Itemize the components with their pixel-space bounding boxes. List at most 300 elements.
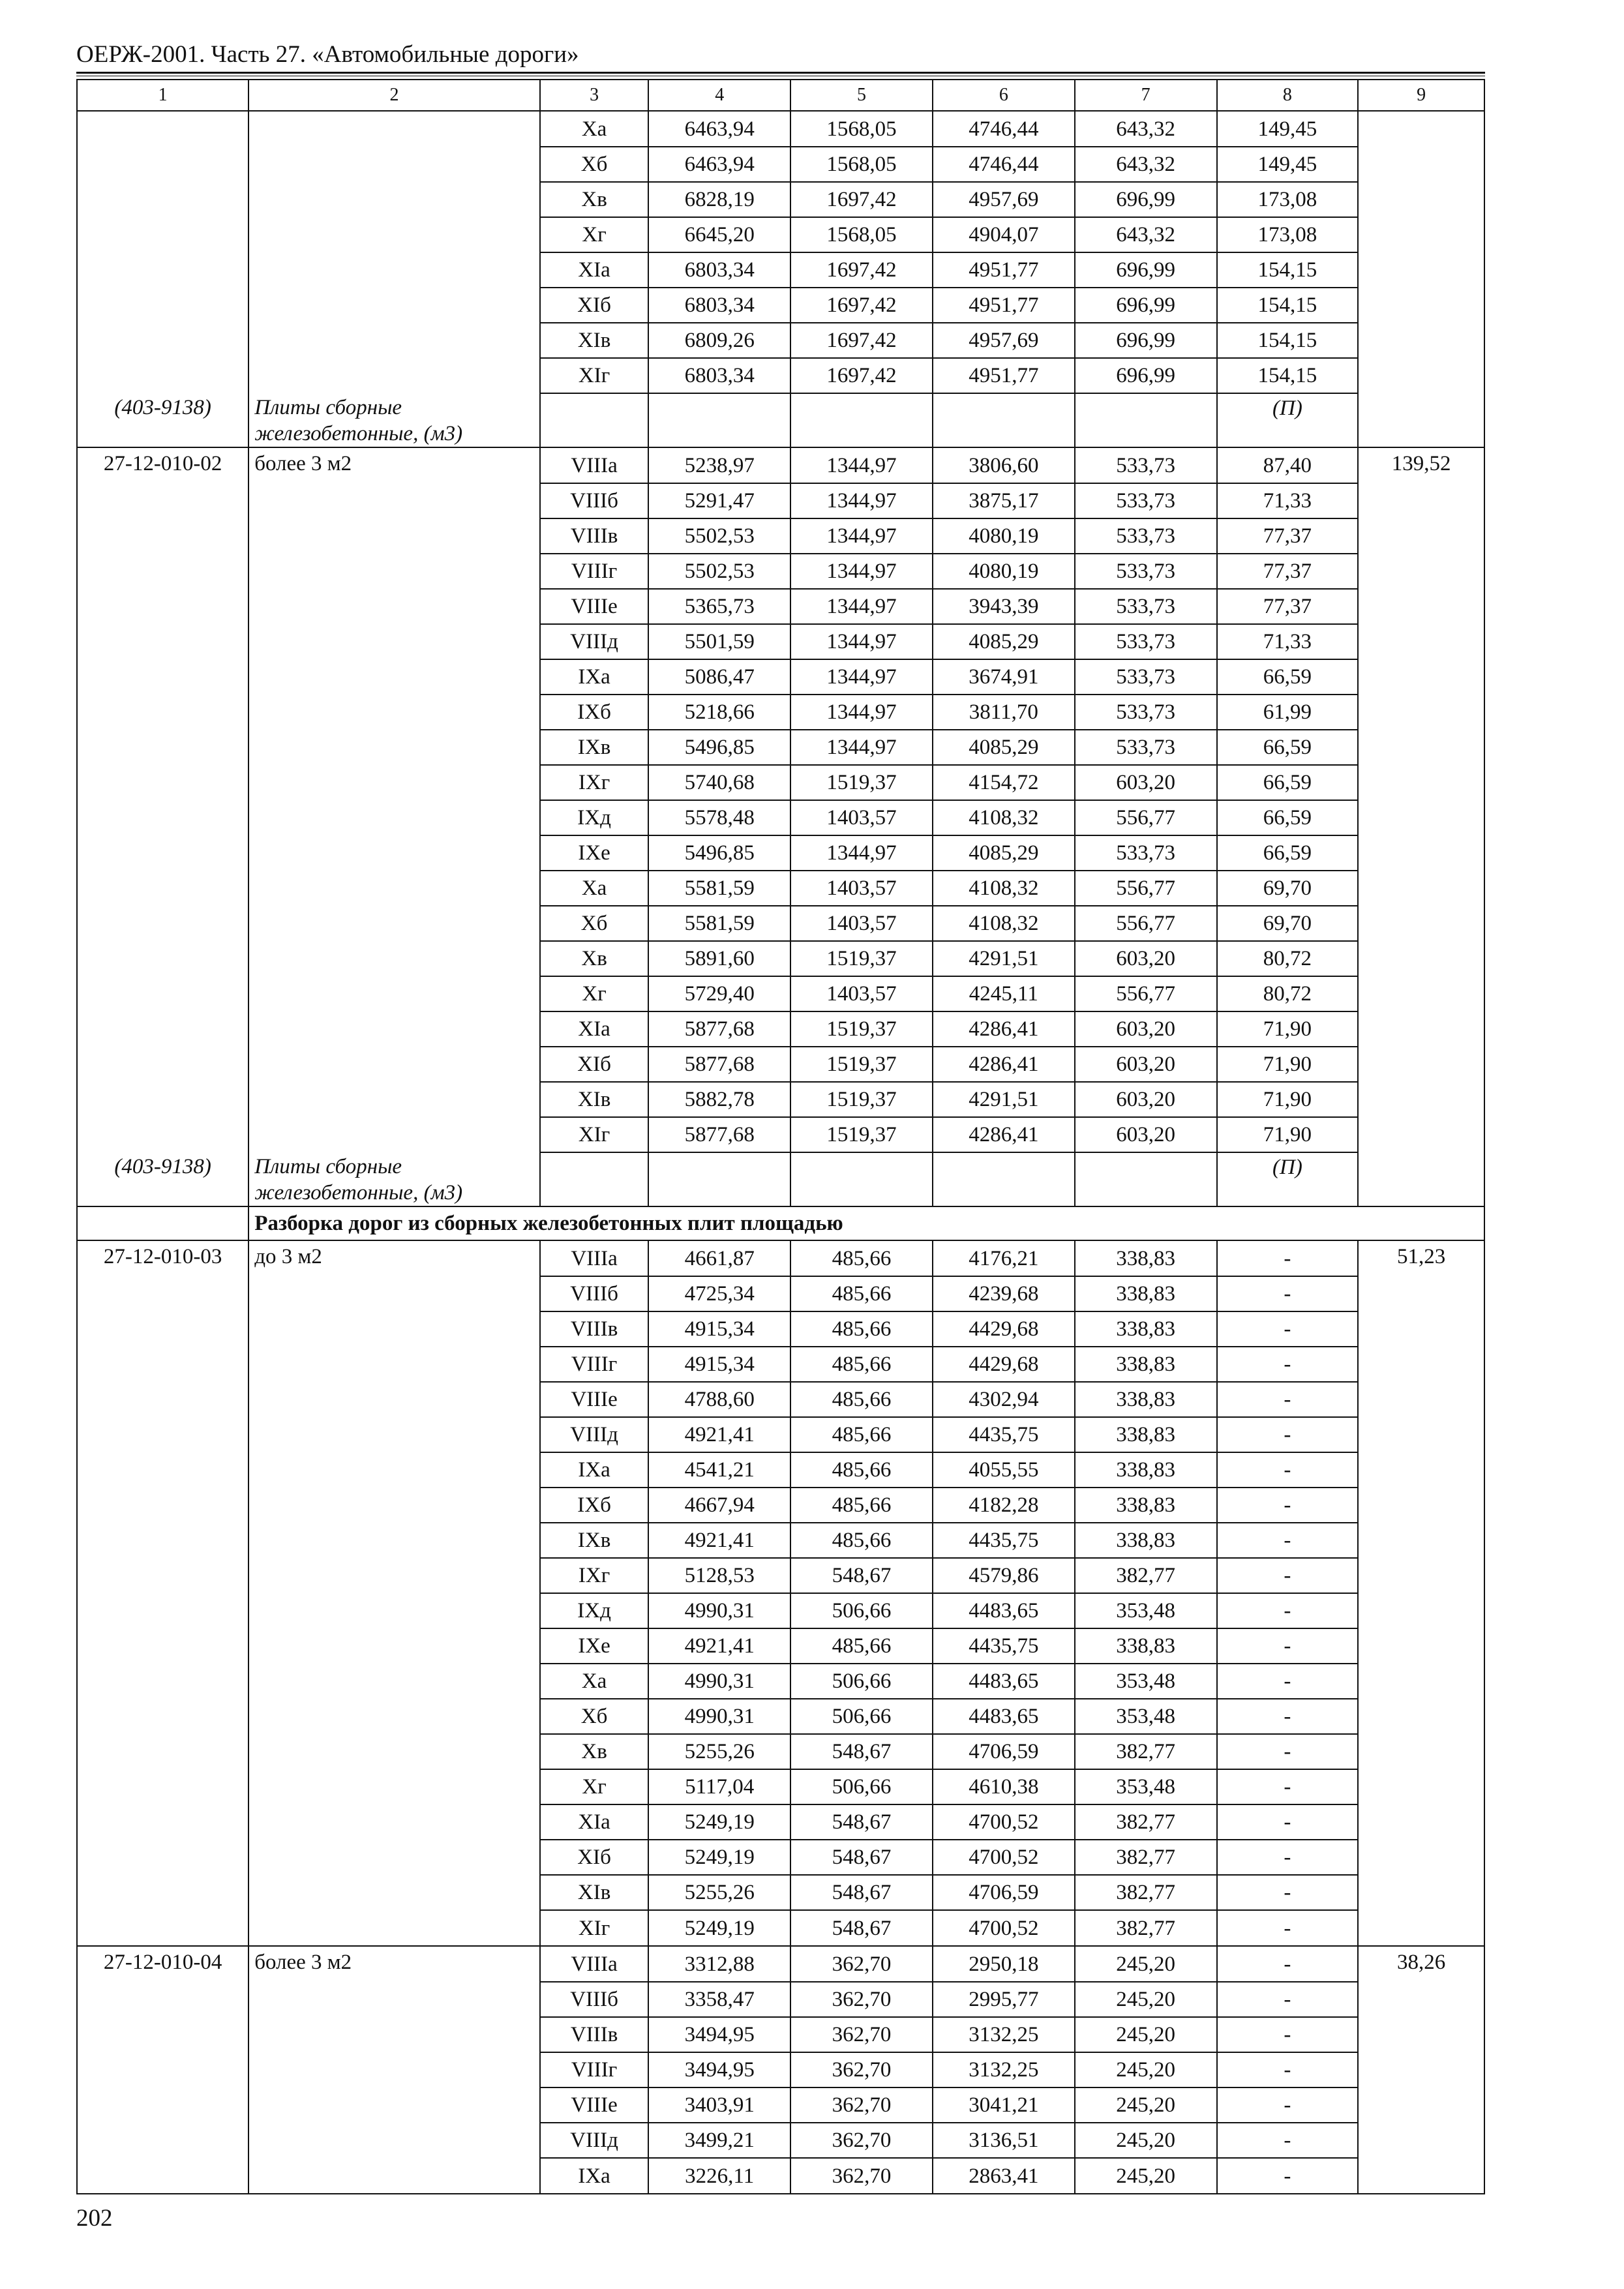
value-cell: 353,48 <box>1075 1699 1217 1734</box>
value-cell: 506,66 <box>790 1593 933 1628</box>
work-name-cell <box>248 871 540 906</box>
value-cell: 245,20 <box>1075 1946 1217 1982</box>
value-cell: 3674,91 <box>933 659 1075 695</box>
value-cell: IXг <box>540 1558 648 1593</box>
section-heading-blank <box>77 1206 248 1240</box>
value-cell: 1403,57 <box>790 871 933 906</box>
value-cell: - <box>1217 2158 1359 2194</box>
col9-cell <box>1358 906 1484 941</box>
value-cell: 3136,51 <box>933 2123 1075 2158</box>
value-cell: 338,83 <box>1075 1452 1217 1488</box>
value-cell: 382,77 <box>1075 1558 1217 1593</box>
value-cell: 4700,52 <box>933 1910 1075 1946</box>
value-cell: 3499,21 <box>648 2123 790 2158</box>
table-row <box>77 447 1484 483</box>
value-cell: 382,77 <box>1075 1734 1217 1769</box>
work-name-cell <box>248 906 540 941</box>
value-cell: VIIIд <box>540 624 648 659</box>
rates-table <box>76 79 1485 2194</box>
rate-code-cell <box>77 1117 248 1152</box>
value-cell: 5291,47 <box>648 483 790 518</box>
value-cell: 4085,29 <box>933 624 1075 659</box>
value-cell: 533,73 <box>1075 624 1217 659</box>
value-cell: 353,48 <box>1075 1769 1217 1804</box>
value-cell: 6463,94 <box>648 147 790 182</box>
value-cell: 5877,68 <box>648 1011 790 1047</box>
value-cell: XIб <box>540 1047 648 1082</box>
value-cell: IXг <box>540 765 648 800</box>
work-name-cell <box>248 976 540 1011</box>
value-cell: 1697,42 <box>790 182 933 217</box>
material-mark: (П) <box>1217 1152 1359 1206</box>
work-name-cell <box>248 1417 540 1452</box>
value-cell: 4706,59 <box>933 1734 1075 1769</box>
value-cell: 245,20 <box>1075 2087 1217 2123</box>
rate-code-cell <box>77 730 248 765</box>
material-note-row <box>77 393 1484 447</box>
value-cell: 4286,41 <box>933 1117 1075 1152</box>
work-name-cell <box>248 1047 540 1082</box>
value-cell: IXб <box>540 1488 648 1523</box>
table-row <box>77 1664 1484 1699</box>
value-cell: VIIIг <box>540 1347 648 1382</box>
col9-cell <box>1358 483 1484 518</box>
value-cell: 71,90 <box>1217 1047 1359 1082</box>
value-cell: 4990,31 <box>648 1593 790 1628</box>
value-cell: 173,08 <box>1217 182 1359 217</box>
document-header-title: ОЕРЖ-2001. Часть 27. «Автомобильные дороги» <box>76 41 579 68</box>
value-cell: 5255,26 <box>648 1734 790 1769</box>
work-name-cell <box>248 1875 540 1910</box>
work-name-cell <box>248 1664 540 1699</box>
value-cell: 149,45 <box>1217 147 1359 182</box>
rate-code-cell <box>77 288 248 323</box>
work-name-cell <box>248 147 540 182</box>
table-row <box>77 288 1484 323</box>
value-cell: VIIIг <box>540 2052 648 2087</box>
value-cell: 533,73 <box>1075 695 1217 730</box>
value-cell: 548,67 <box>790 1840 933 1875</box>
work-name-cell <box>248 358 540 393</box>
value-cell: 338,83 <box>1075 1628 1217 1664</box>
value-cell: 5891,60 <box>648 941 790 976</box>
value-cell: 2950,18 <box>933 1946 1075 1982</box>
rate-code-cell: 27-12-010-04 <box>77 1946 248 1982</box>
work-name-cell: до 3 м2 <box>248 1240 540 1276</box>
value-cell: 4085,29 <box>933 730 1075 765</box>
work-name-cell <box>248 1347 540 1382</box>
section-heading-row <box>77 1206 1484 1240</box>
material-note-row <box>77 1152 1484 1206</box>
value-cell: 154,15 <box>1217 288 1359 323</box>
work-name-cell <box>248 1382 540 1417</box>
value-cell: 5882,78 <box>648 1082 790 1117</box>
work-name-cell <box>248 2087 540 2123</box>
value-cell: 4429,68 <box>933 1347 1075 1382</box>
material-description: Плиты сборные железобетонные, (м3) <box>248 393 540 447</box>
col9-cell <box>1358 1276 1484 1311</box>
value-cell: 382,77 <box>1075 1910 1217 1946</box>
value-cell: XIa <box>540 252 648 288</box>
value-cell: 66,59 <box>1217 765 1359 800</box>
value-cell: 71,90 <box>1217 1011 1359 1047</box>
value-cell: 696,99 <box>1075 182 1217 217</box>
value-cell: XIг <box>540 358 648 393</box>
value-cell: 4085,29 <box>933 835 1075 871</box>
table-row <box>77 1769 1484 1804</box>
value-cell: 154,15 <box>1217 252 1359 288</box>
col9-cell <box>1358 2087 1484 2123</box>
col9-cell: 51,23 <box>1358 1240 1484 1276</box>
value-cell: 154,15 <box>1217 358 1359 393</box>
table-row <box>77 871 1484 906</box>
rate-code-cell <box>77 800 248 835</box>
value-cell: 4746,44 <box>933 147 1075 182</box>
value-cell: 5877,68 <box>648 1117 790 1152</box>
col9-cell <box>1358 288 1484 323</box>
value-cell: 548,67 <box>790 1910 933 1946</box>
work-name-cell: более 3 м2 <box>248 1946 540 1982</box>
rate-code-cell <box>77 695 248 730</box>
value-cell: 4435,75 <box>933 1628 1075 1664</box>
column-number: 1 <box>77 80 248 111</box>
value-cell: - <box>1217 1488 1359 1523</box>
value-cell: 556,77 <box>1075 800 1217 835</box>
work-name-cell <box>248 2052 540 2087</box>
value-cell: VIIIг <box>540 554 648 589</box>
value-cell: 6803,34 <box>648 358 790 393</box>
rate-code-cell: 27-12-010-03 <box>77 1240 248 1276</box>
value-cell: 5501,59 <box>648 624 790 659</box>
rate-code-cell <box>77 1875 248 1910</box>
table-row <box>77 1699 1484 1734</box>
value-cell: 4080,19 <box>933 554 1075 589</box>
value-cell: 556,77 <box>1075 871 1217 906</box>
rate-code-cell <box>77 483 248 518</box>
value-cell: 2995,77 <box>933 1982 1075 2017</box>
value-cell: 382,77 <box>1075 1840 1217 1875</box>
value-cell: XIв <box>540 323 648 358</box>
column-number: 2 <box>248 80 540 111</box>
rate-code-cell <box>77 1664 248 1699</box>
col9-cell <box>1358 871 1484 906</box>
value-cell: IXб <box>540 695 648 730</box>
rate-code-cell <box>77 554 248 589</box>
value-cell: 245,20 <box>1075 1982 1217 2017</box>
table-row <box>77 695 1484 730</box>
table-row <box>77 1347 1484 1382</box>
col9-cell <box>1358 1452 1484 1488</box>
value-cell: 4700,52 <box>933 1804 1075 1840</box>
rate-code-cell <box>77 358 248 393</box>
table-row <box>77 1523 1484 1558</box>
value-cell: 556,77 <box>1075 976 1217 1011</box>
value-cell: 643,32 <box>1075 217 1217 252</box>
value-cell: - <box>1217 1593 1359 1628</box>
rate-code-cell <box>77 1910 248 1946</box>
col9-cell <box>1358 1840 1484 1875</box>
rate-code-cell <box>77 941 248 976</box>
table-row <box>77 1417 1484 1452</box>
value-cell: 6828,19 <box>648 182 790 217</box>
rate-code-cell <box>77 1347 248 1382</box>
value-cell: 4435,75 <box>933 1417 1075 1452</box>
col9-cell <box>1358 518 1484 554</box>
value-cell: 485,66 <box>790 1488 933 1523</box>
value-cell: 1519,37 <box>790 941 933 976</box>
table-row <box>77 1628 1484 1664</box>
rate-code-cell <box>77 518 248 554</box>
value-cell: 1568,05 <box>790 147 933 182</box>
value-cell: 4957,69 <box>933 182 1075 217</box>
rate-code-cell <box>77 111 248 147</box>
value-cell: 3403,91 <box>648 2087 790 2123</box>
value-cell: 1344,97 <box>790 730 933 765</box>
table-row <box>77 2158 1484 2194</box>
value-cell: 548,67 <box>790 1734 933 1769</box>
value-cell: 4483,65 <box>933 1699 1075 1734</box>
value-cell: IXa <box>540 2158 648 2194</box>
value-cell: VIIIд <box>540 1417 648 1452</box>
value-cell: 154,15 <box>1217 323 1359 358</box>
rate-code-cell <box>77 1523 248 1558</box>
value-cell: 4746,44 <box>933 111 1075 147</box>
column-number: 4 <box>648 80 790 111</box>
table-row <box>77 1382 1484 1417</box>
value-cell: 533,73 <box>1075 589 1217 624</box>
column-number: 7 <box>1075 80 1217 111</box>
value-cell: 5502,53 <box>648 554 790 589</box>
table-row <box>77 1311 1484 1347</box>
value-cell: 696,99 <box>1075 323 1217 358</box>
work-name-cell <box>248 1117 540 1152</box>
value-cell: 4291,51 <box>933 1082 1075 1117</box>
work-name-cell <box>248 1452 540 1488</box>
rate-code-cell <box>77 1840 248 1875</box>
value-cell: 603,20 <box>1075 1047 1217 1082</box>
table-row <box>77 800 1484 835</box>
rate-code-cell <box>77 1047 248 1082</box>
col9-cell <box>1358 1011 1484 1047</box>
rate-code-cell <box>77 1311 248 1347</box>
value-cell: 5729,40 <box>648 976 790 1011</box>
value-cell: 485,66 <box>790 1311 933 1347</box>
col9-cell <box>1358 1734 1484 1769</box>
value-cell: 5117,04 <box>648 1769 790 1804</box>
value-cell: 3312,88 <box>648 1946 790 1982</box>
col9-cell <box>1358 800 1484 835</box>
table-row <box>77 1840 1484 1875</box>
work-name-cell <box>248 1488 540 1523</box>
col9-cell <box>1358 147 1484 182</box>
value-cell: 485,66 <box>790 1417 933 1452</box>
value-cell: 485,66 <box>790 1347 933 1382</box>
rate-code-cell <box>77 1382 248 1417</box>
value-cell: 71,33 <box>1217 624 1359 659</box>
value-cell: 69,70 <box>1217 906 1359 941</box>
value-cell: VIIIa <box>540 1240 648 1276</box>
value-cell: 1344,97 <box>790 447 933 483</box>
table-body <box>77 80 1484 2194</box>
value-cell: 4176,21 <box>933 1240 1075 1276</box>
material-code: (403-9138) <box>77 393 248 447</box>
value-cell: 338,83 <box>1075 1276 1217 1311</box>
value-cell: 1344,97 <box>790 518 933 554</box>
work-name-cell <box>248 483 540 518</box>
value-cell: VIIIд <box>540 2123 648 2158</box>
col9-cell <box>1358 358 1484 393</box>
value-cell: - <box>1217 1875 1359 1910</box>
value-cell: 4154,72 <box>933 765 1075 800</box>
column-number: 8 <box>1217 80 1359 111</box>
value-cell: IXд <box>540 1593 648 1628</box>
col9-cell <box>1358 1982 1484 2017</box>
value-cell: - <box>1217 1840 1359 1875</box>
value-cell: 338,83 <box>1075 1240 1217 1276</box>
value-cell: - <box>1217 1558 1359 1593</box>
col9-cell <box>1358 1699 1484 1734</box>
col9-cell <box>1358 2158 1484 2194</box>
value-cell: 603,20 <box>1075 1082 1217 1117</box>
value-cell: 80,72 <box>1217 941 1359 976</box>
value-cell: - <box>1217 1240 1359 1276</box>
value-cell: 4302,94 <box>933 1382 1075 1417</box>
table-row <box>77 518 1484 554</box>
work-name-cell <box>248 288 540 323</box>
value-cell: 4108,32 <box>933 906 1075 941</box>
value-cell: 603,20 <box>1075 1011 1217 1047</box>
value-cell: 362,70 <box>790 2052 933 2087</box>
value-cell: 245,20 <box>1075 2052 1217 2087</box>
empty-cell <box>790 1152 933 1206</box>
work-name-cell <box>248 1558 540 1593</box>
rate-code-cell <box>77 323 248 358</box>
rate-code-cell <box>77 2158 248 2194</box>
value-cell: 1697,42 <box>790 358 933 393</box>
col9-cell: 38,26 <box>1358 1946 1484 1982</box>
value-cell: 3358,47 <box>648 1982 790 2017</box>
value-cell: 5496,85 <box>648 835 790 871</box>
value-cell: 485,66 <box>790 1628 933 1664</box>
rate-code-cell <box>77 1699 248 1734</box>
work-name-cell <box>248 1628 540 1664</box>
value-cell: XIг <box>540 1117 648 1152</box>
value-cell: 3132,25 <box>933 2052 1075 2087</box>
value-cell: Xб <box>540 1699 648 1734</box>
value-cell: - <box>1217 2017 1359 2052</box>
value-cell: - <box>1217 1910 1359 1946</box>
value-cell: 1344,97 <box>790 695 933 730</box>
col9-cell <box>1358 1664 1484 1699</box>
rate-code-cell <box>77 624 248 659</box>
value-cell: 1697,42 <box>790 252 933 288</box>
value-cell: - <box>1217 1804 1359 1840</box>
table-row <box>77 1488 1484 1523</box>
col9-cell <box>1358 2052 1484 2087</box>
value-cell: 1697,42 <box>790 323 933 358</box>
empty-cell <box>540 393 648 447</box>
work-name-cell <box>248 1082 540 1117</box>
rate-code-cell <box>77 835 248 871</box>
value-cell: 382,77 <box>1075 1875 1217 1910</box>
value-cell: 506,66 <box>790 1664 933 1699</box>
value-cell: 353,48 <box>1075 1593 1217 1628</box>
table-row <box>77 1276 1484 1311</box>
rate-code-cell <box>77 1769 248 1804</box>
value-cell: VIIIa <box>540 447 648 483</box>
work-name-cell <box>248 941 540 976</box>
table-row <box>77 624 1484 659</box>
value-cell: 4921,41 <box>648 1417 790 1452</box>
value-cell: 4990,31 <box>648 1664 790 1699</box>
column-number: 5 <box>790 80 933 111</box>
col9-cell <box>1358 1152 1484 1206</box>
value-cell: - <box>1217 1382 1359 1417</box>
value-cell: VIIIв <box>540 518 648 554</box>
value-cell: 1519,37 <box>790 1011 933 1047</box>
value-cell: VIIIб <box>540 1276 648 1311</box>
value-cell: 66,59 <box>1217 800 1359 835</box>
value-cell: 338,83 <box>1075 1347 1217 1382</box>
empty-cell <box>648 393 790 447</box>
value-cell: 4921,41 <box>648 1628 790 1664</box>
value-cell: Xг <box>540 1769 648 1804</box>
col9-cell <box>1358 182 1484 217</box>
value-cell: 6803,34 <box>648 288 790 323</box>
col9-cell: 139,52 <box>1358 447 1484 483</box>
col9-cell <box>1358 2017 1484 2052</box>
rate-code-cell <box>77 2123 248 2158</box>
value-cell: XIб <box>540 1840 648 1875</box>
value-cell: 362,70 <box>790 2087 933 2123</box>
value-cell: 533,73 <box>1075 554 1217 589</box>
value-cell: 77,37 <box>1217 554 1359 589</box>
value-cell: 603,20 <box>1075 765 1217 800</box>
rate-code-cell <box>77 1734 248 1769</box>
value-cell: 5581,59 <box>648 906 790 941</box>
value-cell: 362,70 <box>790 2158 933 2194</box>
value-cell: 4182,28 <box>933 1488 1075 1523</box>
value-cell: 4239,68 <box>933 1276 1075 1311</box>
table-row <box>77 1558 1484 1593</box>
rate-code-cell <box>77 182 248 217</box>
col9-cell <box>1358 1628 1484 1664</box>
col9-cell <box>1358 1523 1484 1558</box>
value-cell: 548,67 <box>790 1804 933 1840</box>
value-cell: 603,20 <box>1075 1117 1217 1152</box>
value-cell: - <box>1217 1946 1359 1982</box>
table-row <box>77 835 1484 871</box>
value-cell: 3226,11 <box>648 2158 790 2194</box>
table-row <box>77 554 1484 589</box>
col9-cell <box>1358 1117 1484 1152</box>
value-cell: 80,72 <box>1217 976 1359 1011</box>
value-cell: 3132,25 <box>933 2017 1075 2052</box>
table-row <box>77 906 1484 941</box>
empty-cell <box>1075 1152 1217 1206</box>
value-cell: XIa <box>540 1804 648 1840</box>
value-cell: 1519,37 <box>790 765 933 800</box>
value-cell: 245,20 <box>1075 2158 1217 2194</box>
value-cell: - <box>1217 2052 1359 2087</box>
value-cell: 1568,05 <box>790 217 933 252</box>
empty-cell <box>1075 393 1217 447</box>
table-row <box>77 1117 1484 1152</box>
table-row <box>77 1734 1484 1769</box>
value-cell: 4706,59 <box>933 1875 1075 1910</box>
work-name-cell <box>248 1734 540 1769</box>
section-heading: Разборка дорог из сборных железобетонных плит площадью <box>248 1206 1484 1240</box>
